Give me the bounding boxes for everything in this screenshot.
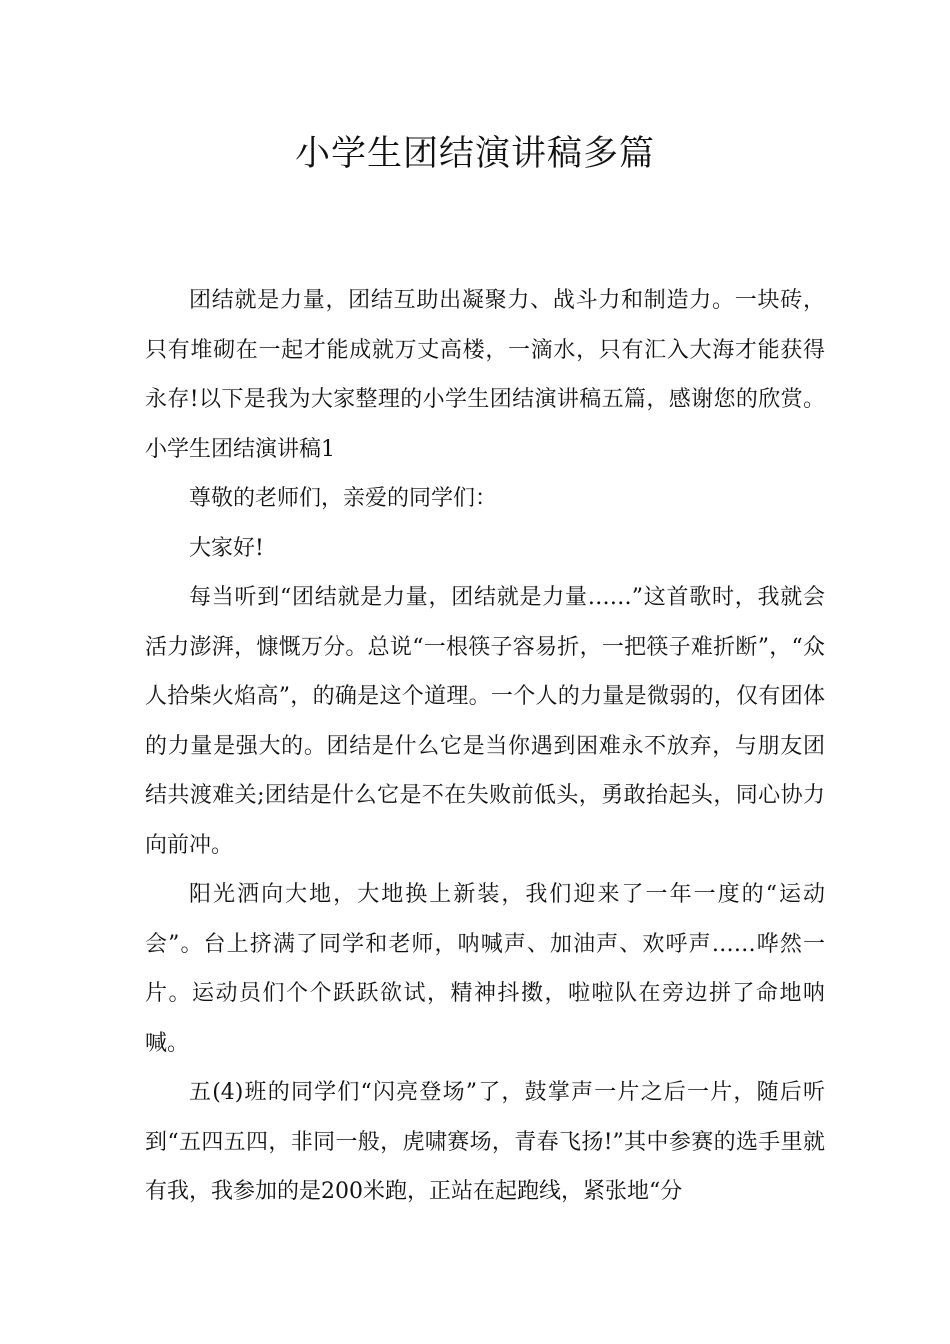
paragraph-salutation: 尊敬的老师们，亲爱的同学们： [189, 486, 498, 511]
paragraph-unity-song: 每当听到“团结就是力量，团结就是力量……”这首歌时，我就会活力澎湃，慷慨万分。总说“一根筷子容易折，一把筷子难折断”，“众人拾柴火焰高”，的确是这个道理。一个人的力量是微弱的，仅有团体的力量是强大的。团结是什么它是当你遇到困难永不放弃，与朋友团结共渡难关;团结是什么它是不在失败前低头，勇敢抬起头，同心协力向前冲。 [145, 585, 825, 858]
paragraph-intro: 团结就是力量，团结互助出凝聚力、战斗力和制造力。一块砖，只有堆砌在一起才能成就万丈高楼，一滴水，只有汇入大海才能获得永存!以下是我为大家整理的小学生团结演讲稿五篇，感谢您的欣赏。小学生团结演讲稿1 [145, 288, 825, 462]
document-body [145, 276, 825, 1217]
paragraph-sports-meet: 阳光洒向大地，大地换上新装，我们迎来了一年一度的“运动会”。台上挤满了同学和老师，呐喊声、加油声、欢呼声……哗然一片。运动员们个个跃跃欲试，精神抖擞，啦啦队在旁边拼了命地呐喊。 [145, 882, 825, 1056]
document-title: 小学生团结演讲稿多篇 [294, 134, 655, 174]
paragraph-greeting: 大家好! [189, 535, 264, 561]
paragraph-class-entry: 五(4)班的同学们“闪亮登场”了，鼓掌声一片之后一片，随后听到“五四五四，非同一般，虎啸赛场，青春飞扬!”其中参赛的选手里就有我，我参加的是200米跑，正站在起跑线，紧张地“分 [145, 1080, 825, 1204]
